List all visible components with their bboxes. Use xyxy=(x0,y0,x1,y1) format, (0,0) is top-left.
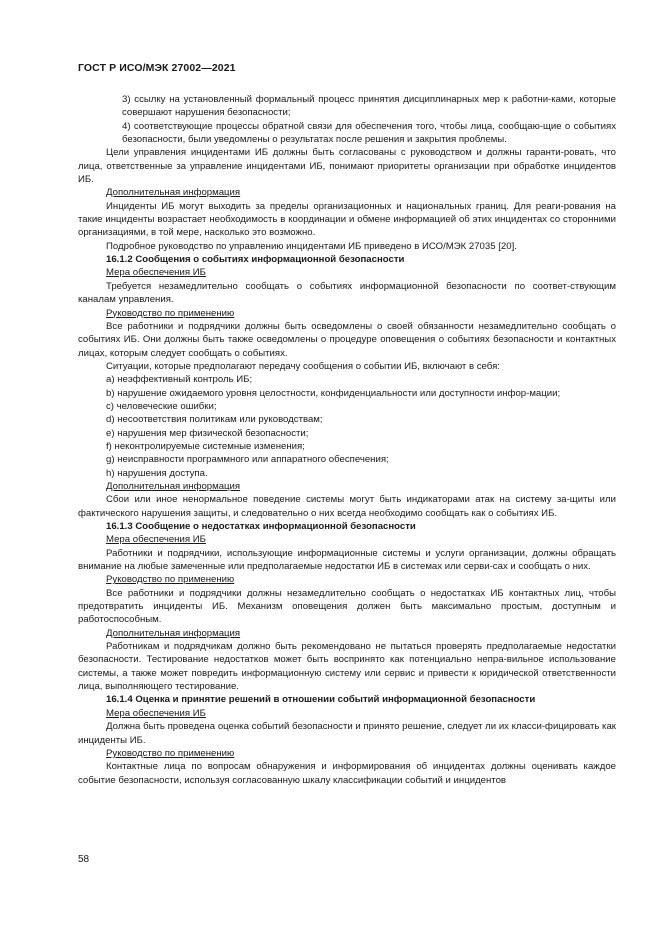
paragraph: Ситуации, которые предполагают передачу сообщения о событии ИБ, включают в себя: xyxy=(106,360,500,372)
list-item: a) неэффективный контроль ИБ; xyxy=(106,374,253,386)
section-heading: 16.1.2 Сообщения о событиях информационной безопасности xyxy=(106,254,405,266)
list-item: 4) соответствующие процессы обратной связи для обеспечения того, чтобы лица, сообщаю-щие о событиях безопасности, были уведомлены о результатах после решения и закрытия проблемы. xyxy=(122,120,616,146)
paragraph: Требуется незамедлительно сообщать о событиях информационной безопасности по соответ-ствующим каналам управления. xyxy=(78,280,616,306)
subheading: Дополнительная информация xyxy=(106,480,241,492)
list-item: g) неисправности программного или аппаратного обеспечения; xyxy=(106,454,389,466)
paragraph: Контактные лица по вопросам обнаружения и информирования об инцидентах должны оценивать каждое событие безопасности, используя согласованную шкалу классификации событий и инцидентов xyxy=(78,761,616,786)
page-number: 58 xyxy=(78,854,90,865)
list-item: d) несоответствия политикам или руководствам; xyxy=(106,414,323,426)
subheading: Руководство по применению xyxy=(106,307,235,319)
subheading: Мера обеспечения ИБ xyxy=(106,707,206,719)
paragraph: Все работники и подрядчики должны быть осведомлены о своей обязанности незамедлительно сообщать о событиях ИБ. Они должны быть также осведомлены о процедуре оповещения о событиях безопасности и контактных лицах, которым следует сообщать о событиях. xyxy=(78,320,616,359)
paragraph: Должна быть проведена оценка событий безопасности и принято решение, следует ли их класси-фицировать как инциденты ИБ. xyxy=(78,721,616,746)
section-heading: 16.1.3 Сообщение о недостатках информационной безопасности xyxy=(106,521,416,532)
section-heading: 16.1.4 Оценка и принятие решений в отношении событий информационной безопасности xyxy=(106,694,536,706)
paragraph: Сбои или иное ненормальное поведение системы могут быть индикаторами атак на систему за-щиты или фактического нарушения защиты, и следовательно о них всегда необходимо сообщать как о событиях ИБ. xyxy=(78,494,616,519)
paragraph: Работникам и подрядчикам должно быть рекомендовано не пытаться проверять предполагаемые недостатки безопасности. Тестирование недостатков может быть воспринято как потенциально непра-вильное использование системы, а также может повредить информационную систему или сервис и привести к юридической ответственности лица, выполняющего тестирование. xyxy=(78,641,616,693)
list-item: h) нарушения доступа. xyxy=(106,467,208,479)
list-item: b) нарушение ожидаемого уровня целостности, конфиденциальности или доступности инфор-мации; xyxy=(106,387,561,399)
list-item: 3) ссылку на установленный формальный процесс принятия дисциплинарных мер к работни-ками, которые совершают нарушения безопасности; xyxy=(122,94,616,119)
subheading: Дополнительная информация xyxy=(106,187,241,199)
list-item: e) нарушения мер физической безопасности; xyxy=(106,427,309,439)
paragraph: Все работники и подрядчики должны незамедлительно сообщать о недостатках ИБ контактных лиц, чтобы предотвратить инциденты ИБ. Механизм оповещения должен быть максимально простым, доступным и работоспособным. xyxy=(78,587,616,626)
subheading: Руководство по применению xyxy=(106,747,235,759)
document-header: ГОСТ Р ИСО/МЭК 27002—2021 xyxy=(78,62,236,74)
paragraph: Подробное руководство по управлению инцидентами ИБ приведено в ИСО/МЭК 27035 [20]. xyxy=(106,240,517,252)
list-item: f) неконтролируемые системные изменения; xyxy=(106,440,305,452)
subheading: Мера обеспечения ИБ xyxy=(106,267,206,279)
subheading: Дополнительная информация xyxy=(106,627,241,639)
subheading: Мера обеспечения ИБ xyxy=(106,534,206,546)
paragraph: Работники и подрядчики, использующие информационные системы и услуги организации, должны обращать внимание на любые замеченные или предполагаемые недостатки ИБ в системах или серви-сах и сообщать о них. xyxy=(78,547,616,573)
paragraph: Цели управления инцидентами ИБ должны быть согласованы с руководством и должны гаранти-ровать, что лица, ответственные за управление инцидентами ИБ, понимают приоритеты организации при обработке инцидентов ИБ. xyxy=(78,147,616,186)
paragraph: Инциденты ИБ могут выходить за пределы организационных и национальных границ. Для реаги-рования на такие инциденты возрастает необходимость в координации и обмене информацией об этих инцидентах со сторонними организациями, в той мере, насколько это возможно. xyxy=(78,200,616,239)
subheading: Руководство по применению xyxy=(106,574,235,586)
page-body xyxy=(78,93,616,787)
list-item: c) человеческие ошибки; xyxy=(106,400,217,412)
